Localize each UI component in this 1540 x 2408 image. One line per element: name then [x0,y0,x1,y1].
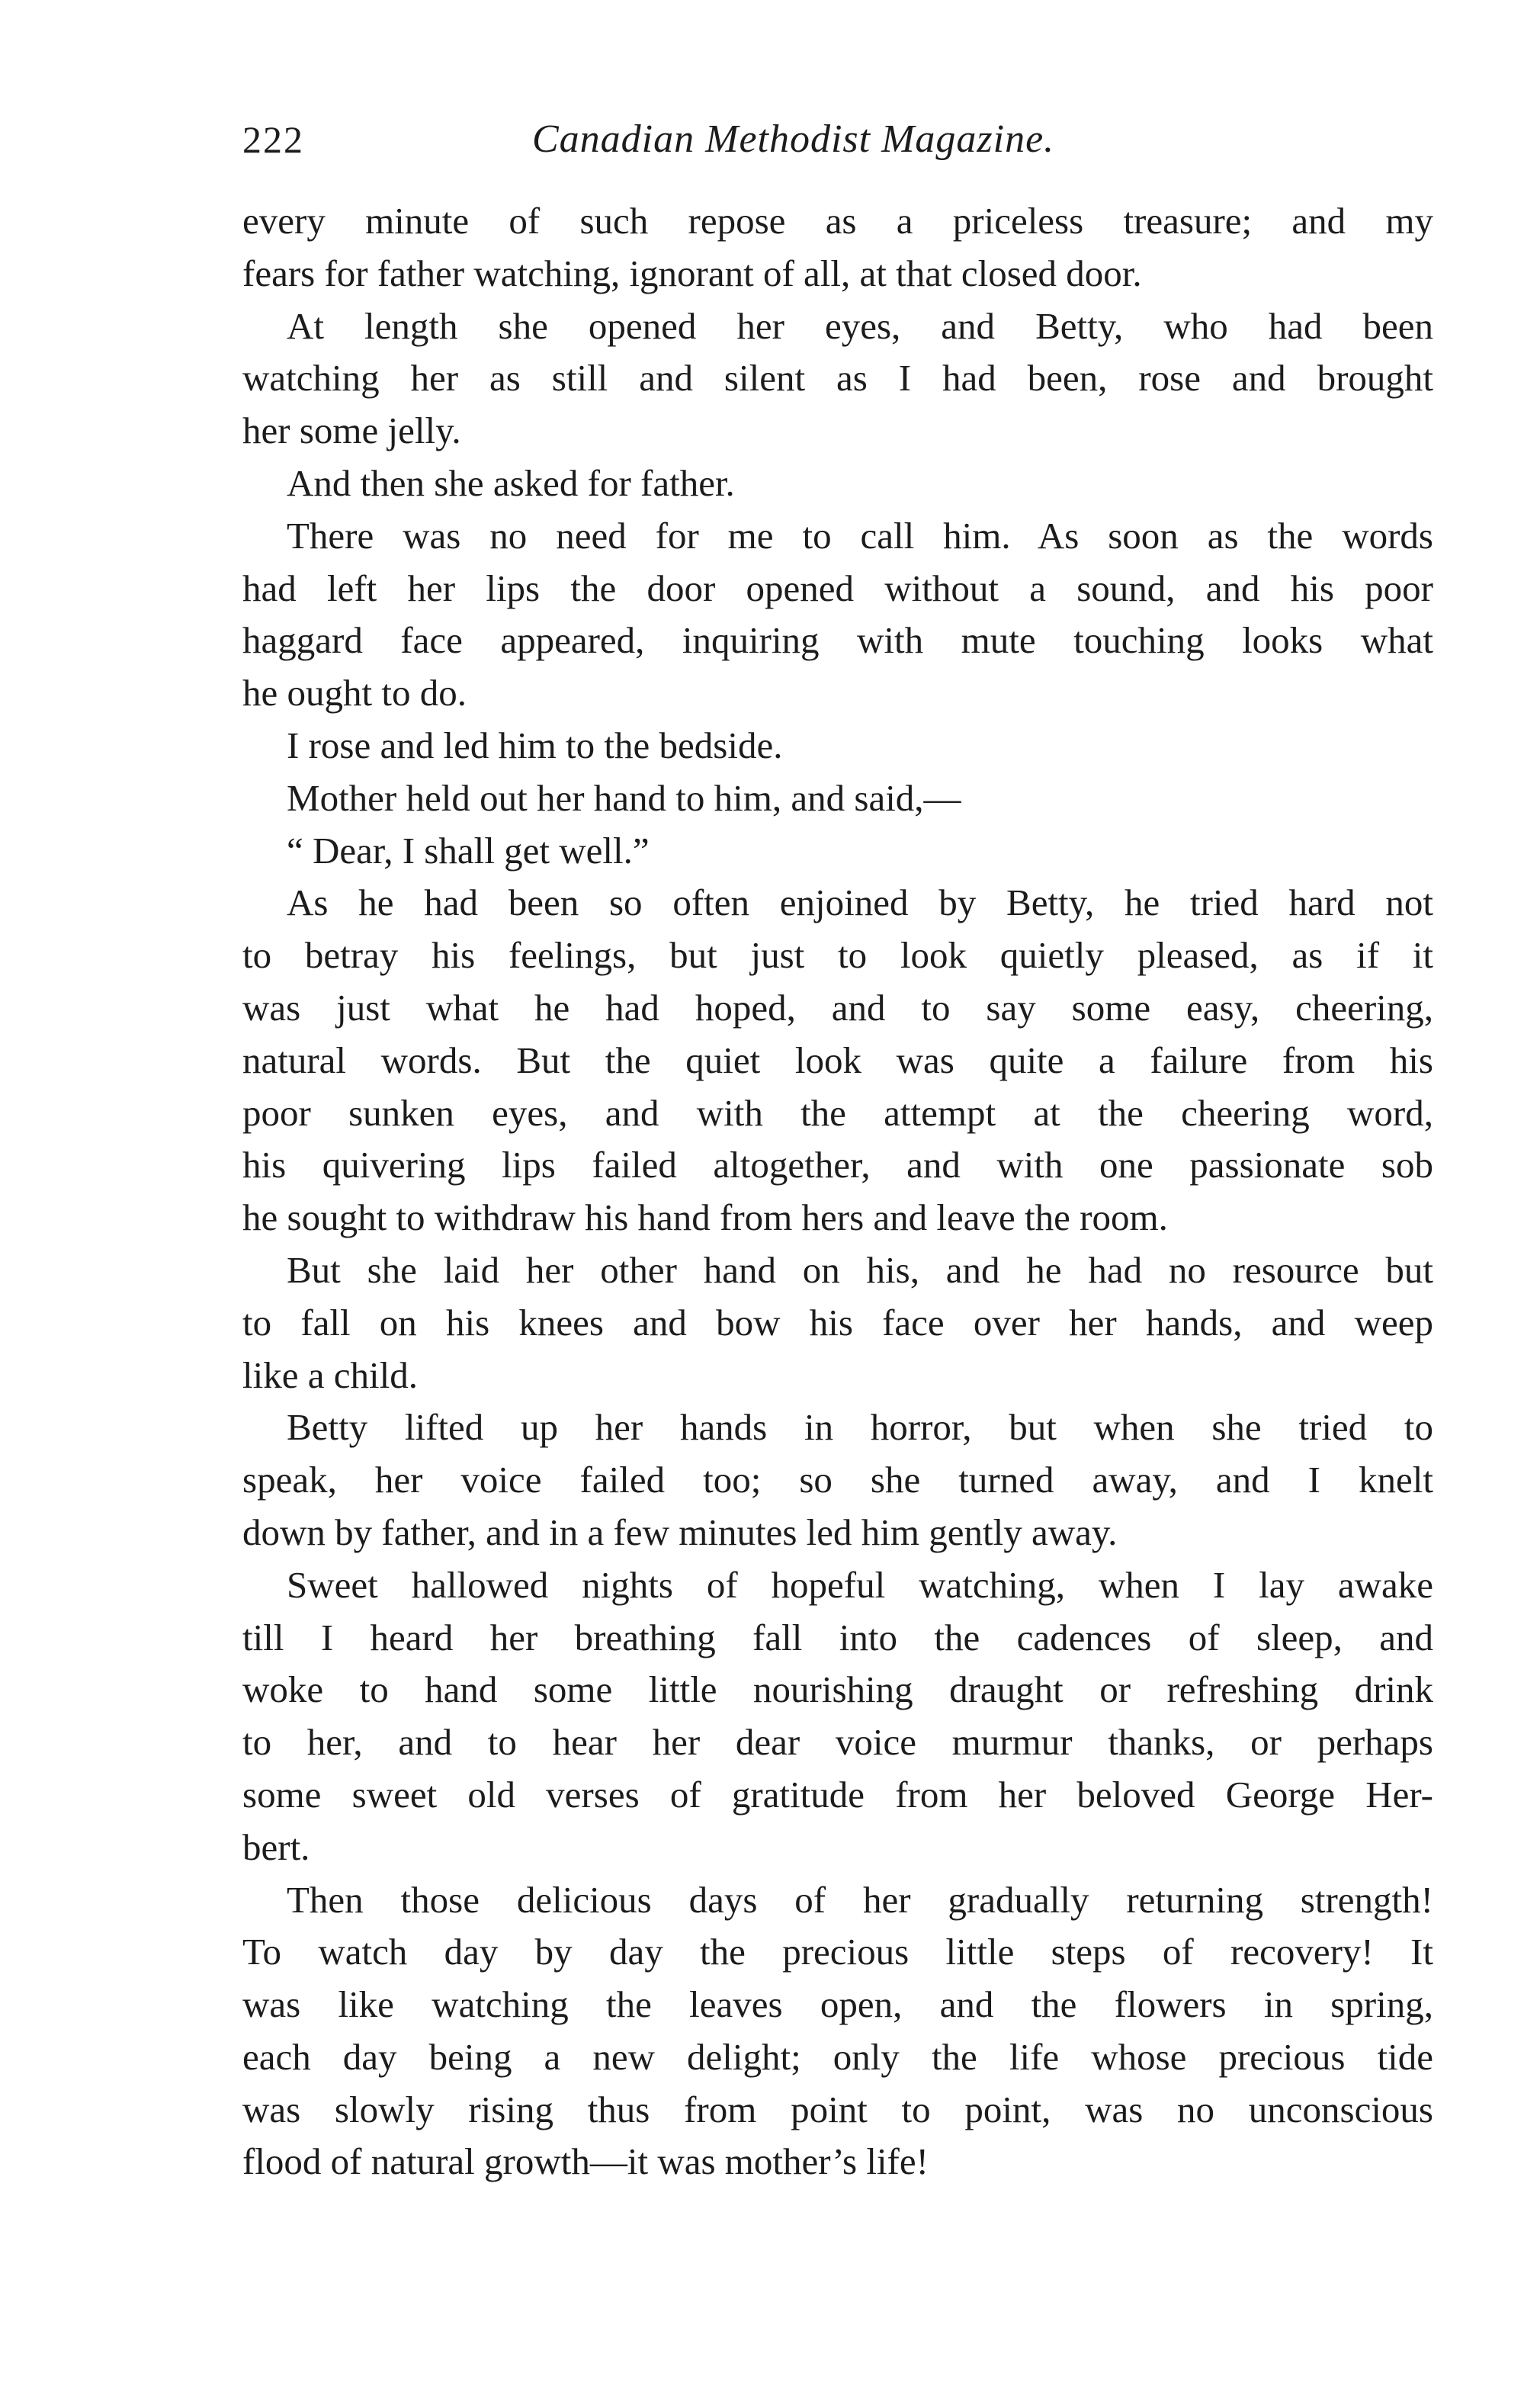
text-line: was like watching the leaves open, and the flowers in spring, [242,1983,1433,2026]
text-line: I rose and led him to the bedside. [287,724,783,766]
text-line: haggard face appeared, inquiring with mute touching looks what [242,619,1433,662]
text-line: every minute of such repose as a priceless treasure; and my [242,200,1433,242]
text-line: Betty lifted up her hands in horror, but when she tried to [287,1406,1433,1449]
text-line: had left her lips the door opened without a sound, and his poor [242,567,1433,609]
text-line: her some jelly. [242,409,461,452]
text-line: his quivering lips failed altogether, and with one passionate sob [242,1144,1433,1186]
text-line: Then those delicious days of her gradually returning strength! [287,1878,1433,1921]
text-line: watching her as still and silent as I had been, rose and brought [242,357,1433,400]
text-line: speak, her voice failed too; so she turned away, and I knelt [242,1459,1433,1501]
text-line: to fall on his knees and bow his face over her hands, and weep [242,1301,1433,1344]
text-line: “ Dear, I shall get well.” [287,829,650,872]
text-line: like a child. [242,1353,418,1396]
text-line: was just what he had hoped, and to say some easy, cheering, [242,986,1433,1029]
text-line: to her, and to hear her dear voice murmur thanks, or perhaps [242,1721,1433,1764]
text-line: As he had been so often enjoined by Betty, he tried hard not [287,881,1433,924]
text-line: woke to hand some little nourishing draught or refreshing drink [242,1668,1433,1711]
page-number: 222 [242,118,304,161]
text-line: And then she asked for father. [287,461,735,504]
text-line: At length she opened her eyes, and Betty, who had been [287,304,1433,347]
text-line: bert. [242,1825,310,1868]
text-line: poor sunken eyes, and with the attempt at the cheering word, [242,1091,1433,1134]
text-line: Sweet hallowed nights of hopeful watching, when I lay awake [287,1563,1433,1606]
text-line: was slowly rising thus from point to point, was no unconscious [242,2088,1433,2130]
text-line: he sought to withdraw his hand from hers and leave the room. [242,1196,1168,1239]
text-line: till I heard her breathing fall into the cadences of sleep, and [242,1616,1433,1658]
text-line: Mother held out her hand to him, and said,— [287,776,961,819]
text-line: he ought to do. [242,672,467,714]
text-line: fears for father watching, ignorant of all, at that closed door. [242,252,1142,294]
text-line: But she laid her other hand on his, and he had no resource but [287,1248,1433,1291]
text-line: each day being a new delight; only the life whose precious tide [242,2035,1433,2078]
text-line: to betray his feelings, but just to look quietly pleased, as if it [242,934,1433,977]
body-text [242,195,1433,2188]
text-line: down by father, and in a few minutes led him gently away. [242,1511,1118,1553]
text-line: flood of natural growth—it was mother’s life! [242,2140,929,2183]
text-line: To watch day by day the precious little steps of recovery! It [242,1931,1433,1973]
running-title: Canadian Methodist Magazine. [532,117,1055,161]
text-line: There was no need for me to call him. As soon as the words [287,514,1433,557]
text-line: natural words. But the quiet look was quite a failure from his [242,1039,1433,1081]
text-line: some sweet old verses of gratitude from her beloved George Her- [242,1773,1433,1816]
page-header [242,113,1432,166]
